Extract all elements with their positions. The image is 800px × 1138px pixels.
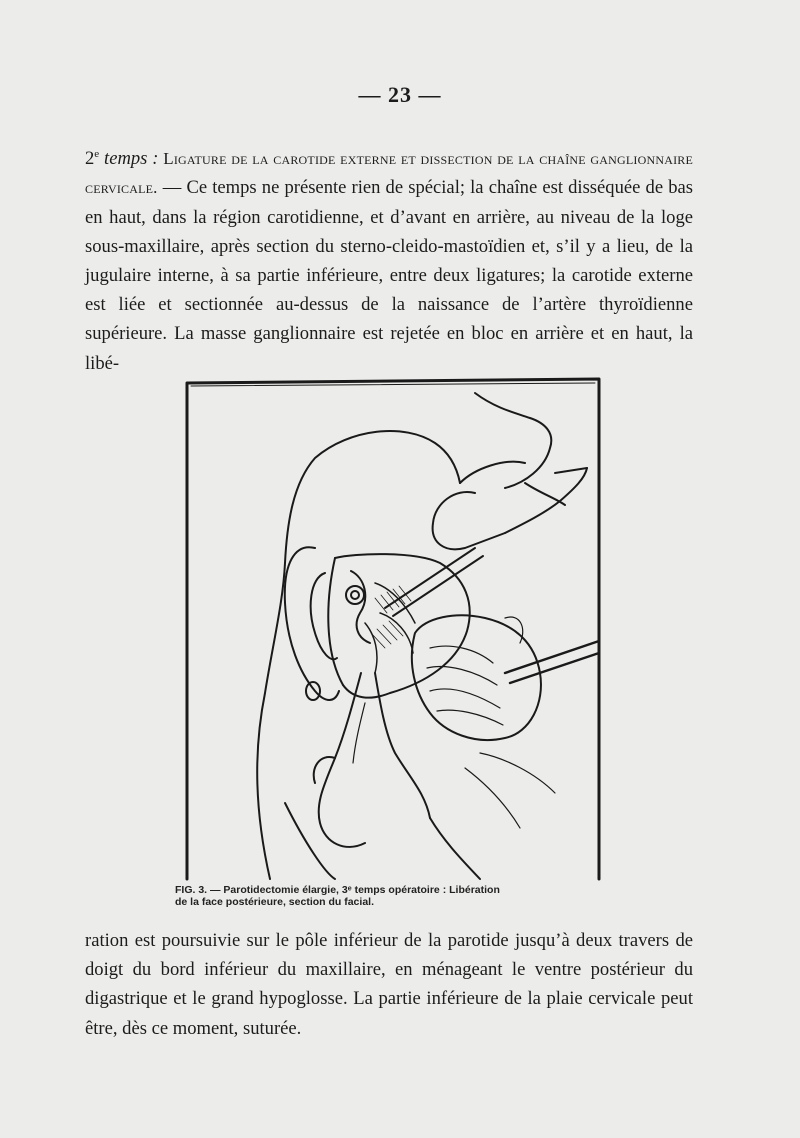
page-number: — 23 — [358,82,442,107]
step-label: temps : [104,148,159,170]
section-heading: Ligature de la carotide externe et dissection de la chaîne ganglionnaire cervicale. [85,149,693,198]
caption-line-1: FIG. 3. — Parotidectomie élargie, 3ᵉ temps opératoire : Libération [175,884,500,896]
step-superscript: e [94,148,100,160]
step-number: 2 [85,148,95,170]
figure-caption [175,884,635,908]
paragraph-body: — Ce temps ne présente rien de spécial; la chaîne est disséquée de bas en haut, dans la région carotidienne, et d’avant en arrière, au niveau de la loge sous-maxillaire, après section du sterno-cleido-mastoïdien et, s’il y a lieu, de la jugulaire interne, à sa partie inférieure, entre deux ligatures; la carotide externe est liée et sectionnée au-dessus de la naissance de l’artère thyroïdienne supérieure. La masse ganglionnaire est rejetée en bloc en arrière et en haut, la libé- [85,177,693,374]
caption-line-2: de la face postérieure, section du facial. [175,896,374,908]
surgical-illustration [175,373,605,883]
paragraph-ligature [85,140,693,378]
surgical-drawing [175,373,605,883]
paragraph-continuation: ration est poursuivie sur le pôle inférieur de la parotide jusqu’à deux travers de doigt du bord inférieur du maxillaire, en ménageant le ventre postérieur du digastrique et le grand hypoglosse. La partie inférieure de la plaie cervicale peut être, dès ce moment, suturée. [85,930,693,1039]
